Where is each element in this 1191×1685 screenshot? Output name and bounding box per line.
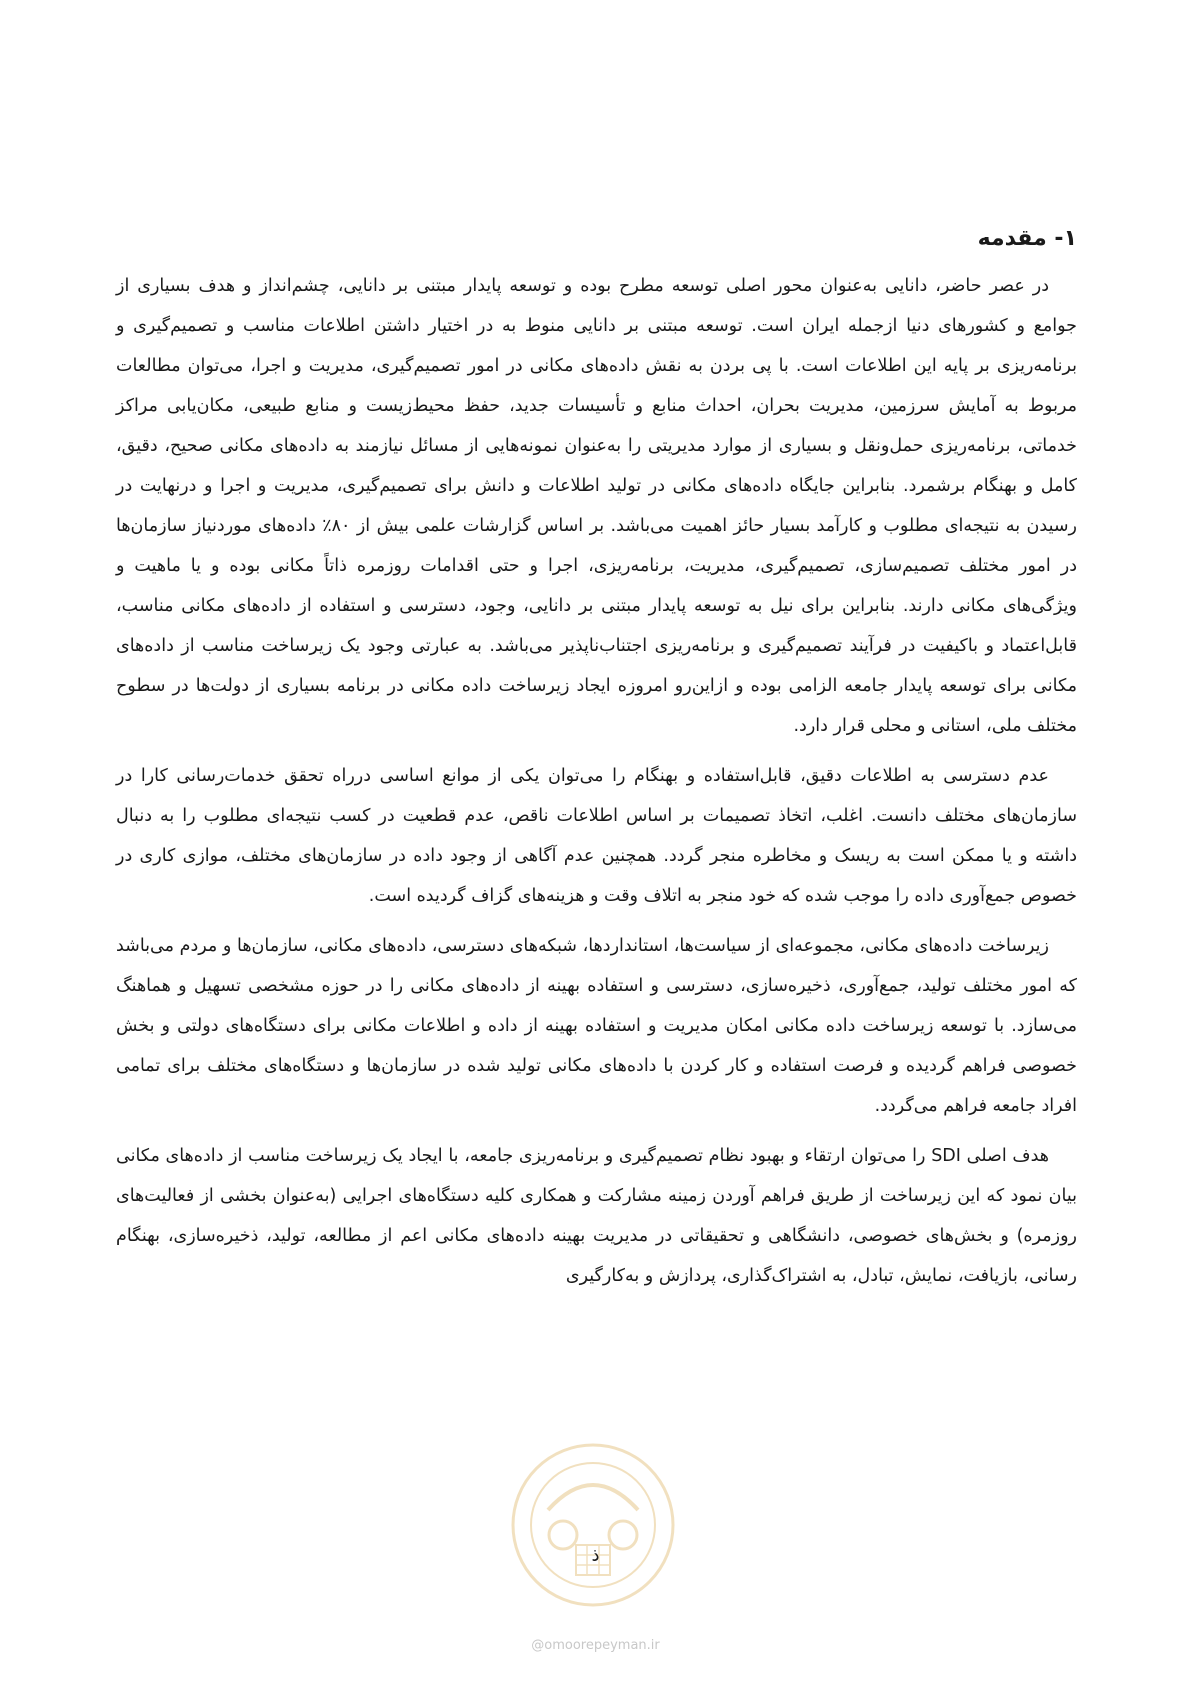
page-body: [116, 222, 1077, 1306]
section-heading: ۱- مقدمه: [977, 226, 1077, 251]
footer-watermark-text: @omoorepeyman.ir: [531, 1638, 660, 1653]
page-number: ذ: [591, 1545, 600, 1566]
publisher-seal-watermark: [508, 1440, 678, 1610]
paragraph: زیرساخت داده‌های مکانی، مجموعه‌ای از سیاست‌ها، استانداردها، شبکه‌های دسترسی، داده‌های مکانی، سازمان‌ها و مردم می‌باشد که امور مختلف تولید، جمع‌آوری، ذخیره‌سازی، دسترسی و استفاده بهینه از داده‌های مکانی را در حوزه مشخصی تسهیل و هماهنگ می‌سازد. با توسعه زیرساخت داده مکانی امکان مدیریت و استفاده بهینه از داده و اطلاعات مکانی برای دستگاه‌های دولتی و بخش خصوصی فراهم گردیده و فرصت استفاده و کار کردن با داده‌های مکانی تولید شده در سازمان‌ها و دستگاه‌های مختلف برای تمامی افراد جامعه فراهم می‌گردد.: [116, 936, 1077, 1116]
paragraph: عدم دسترسی به اطلاعات دقیق، قابل‌استفاده و بهنگام را می‌توان یکی از موانع اساسی درراه تحقق خدمات‌رسانی کارا در سازمان‌های مختلف دانست. اغلب، اتخاذ تصمیمات بر اساس اطلاعات ناقص، عدم قطعیت در کسب نتیجه‌ای مطلوب را به دنبال داشته و یا ممکن است به ریسک و مخاطره منجر گردد. همچنین عدم آگاهی از وجود داده در سازمان‌های مختلف، موازی کاری در خصوص جمع‌آوری داده را موجب شده که خود منجر به اتلاف وقت و هزینه‌های گزاف گردیده است.: [116, 766, 1077, 906]
paragraph: هدف اصلی SDI را می‌توان ارتقاء و بهبود نظام تصمیم‌گیری و برنامه‌ریزی جامعه، با ایجاد یک زیرساخت مناسب از داده‌های مکانی بیان نمود که این زیرساخت از طریق فراهم آوردن زمینه مشارکت و همکاری کلیه دستگاه‌های اجرایی (به‌عنوان بخشی از فعالیت‌های روزمره) و بخش‌های خصوصی، دانشگاهی و تحقیقاتی در مدیریت بهینه داده‌های مکانی اعم از مطالعه، تولید، ذخیره‌سازی، بهنگام رسانی، بازیافت، نمایش، تبادل، به اشتراک‌گذاری، پردازش و به‌کارگیری: [116, 1146, 1077, 1286]
paragraph: در عصر حاضر، دانایی به‌عنوان محور اصلی توسعه مطرح بوده و توسعه پایدار مبتنی بر دانایی، چشم‌انداز و هدف بسیاری از جوامع و کشورهای دنیا ازجمله ایران است. توسعه مبتنی بر دانایی منوط به در اختیار داشتن اطلاعات مناسب و تصمیم‌گیری و برنامه‌ریزی بر پایه این اطلاعات است. با پی بردن به نقش داده‌های مکانی در امور تصمیم‌گیری، مدیریت و اجرا، می‌توان مطالعات مربوط به آمایش سرزمین، مدیریت بحران، احداث منابع و تأسیسات جدید، حفظ محیط‌زیست و منابع طبیعی، مکان‌یابی مراکز خدماتی، برنامه‌ریزی حمل‌ونقل و بسیاری از موارد مدیریتی را به‌عنوان نمونه‌هایی از مسائل نیازمند به داده‌های مکانی صحیح، دقیق، کامل و بهنگام برشمرد. بنابراین جایگاه داده‌های مکانی در تولید اطلاعات و دانش برای تصمیم‌گیری، مدیریت و اجرا و درنهایت در رسیدن به نتیجه‌ای مطلوب و کارآمد بسیار حائز اهمیت می‌باشد. بر اساس گزارشات علمی بیش از ۸۰٪ داده‌های موردنیاز سازمان‌ها در امور مختلف تصمیم‌سازی، تصمیم‌گیری، مدیریت، برنامه‌ریزی، اجرا و حتی اقدامات روزمره ذاتاً مکانی بوده و یا ماهیت و ویژگی‌های مکانی دارند. بنابراین برای نیل به توسعه پایدار مبتنی بر دانایی، وجود، دسترسی و استفاده از داده‌های مکانی مناسب، قابل‌اعتماد و باکیفیت در فرآیند تصمیم‌گیری و برنامه‌ریزی اجتناب‌ناپذیر می‌باشد. به عبارتی وجود یک زیرساخت مناسب از داده‌های مکانی برای توسعه پایدار جامعه الزامی بوده و ازاین‌رو امروزه ایجاد زیرساخت داده مکانی در برنامه بسیاری از دولت‌ها در سطوح مختلف ملی، استانی و محلی قرار دارد.: [116, 276, 1077, 736]
